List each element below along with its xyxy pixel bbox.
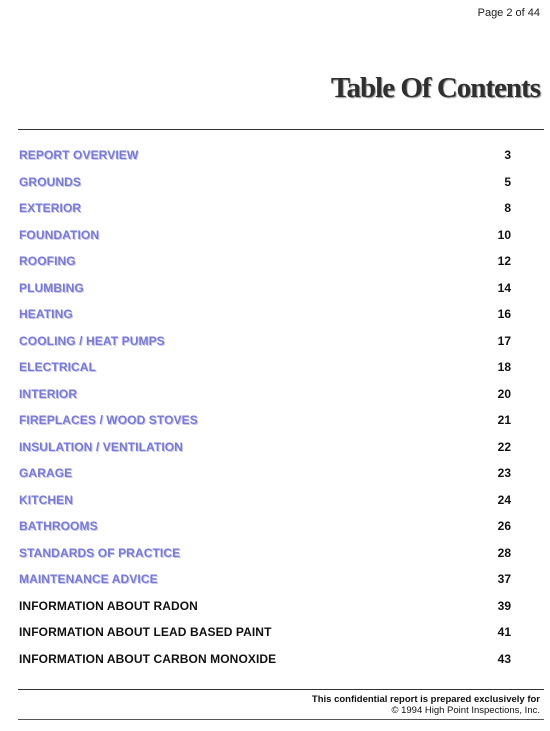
toc-entry-label[interactable]: INSULATION / VENTILATION <box>19 439 183 454</box>
toc-row[interactable] <box>19 301 511 328</box>
toc-row[interactable] <box>19 434 511 461</box>
toc-entry-label: INFORMATION ABOUT LEAD BASED PAINT <box>19 625 272 640</box>
toc-page-number: 16 <box>497 307 511 322</box>
toc-entry-label[interactable]: FOUNDATION <box>19 227 100 242</box>
toc-row <box>19 619 511 646</box>
toc-entry-label[interactable]: BATHROOMS <box>19 519 98 534</box>
toc-entry-label[interactable]: FIREPLACES / WOOD STOVES <box>19 413 198 428</box>
toc-page-number: 21 <box>497 413 511 428</box>
toc-entry-label[interactable]: INTERIOR <box>19 386 78 401</box>
footer-confidential-line: This confidential report is prepared exclusively for <box>311 694 540 705</box>
toc-entry-label[interactable]: EXTERIOR <box>19 201 82 216</box>
footer <box>312 694 540 716</box>
toc-entry-label: INFORMATION ABOUT RADON <box>19 598 198 613</box>
toc-row[interactable] <box>19 248 511 275</box>
toc-entry-label[interactable]: ROOFING <box>19 254 76 269</box>
toc-entry-label: INFORMATION ABOUT CARBON MONOXIDE <box>19 651 277 666</box>
toc-page-number: 28 <box>497 545 511 560</box>
page-indicator: Page 2 of 44 <box>477 7 540 19</box>
footer-divider <box>18 689 544 690</box>
toc-row <box>19 646 511 673</box>
table-of-contents <box>19 142 511 672</box>
toc-entry-label[interactable]: KITCHEN <box>19 492 74 507</box>
toc-page-number: 3 <box>504 148 511 163</box>
toc-entry-label[interactable]: STANDARDS OF PRACTICE <box>19 545 181 560</box>
toc-page-number: 5 <box>504 174 511 189</box>
top-divider <box>18 129 544 130</box>
toc-entry-label[interactable]: HEATING <box>19 307 73 322</box>
toc-page-number: 22 <box>497 439 511 454</box>
toc-row[interactable] <box>19 407 511 434</box>
toc-entry-label[interactable]: MAINTENANCE ADVICE <box>19 572 158 587</box>
toc-page-number: 14 <box>497 280 511 295</box>
toc-page-number: 18 <box>497 360 511 375</box>
toc-page-number: 37 <box>497 572 511 587</box>
toc-page-number: 39 <box>497 598 511 613</box>
toc-row[interactable] <box>19 275 511 302</box>
toc-row[interactable] <box>19 354 511 381</box>
toc-page-number: 20 <box>497 386 511 401</box>
page-title: Table Of Contents <box>330 72 540 104</box>
toc-row[interactable] <box>19 487 511 514</box>
toc-page-number: 12 <box>497 254 511 269</box>
footer-bottom-divider <box>18 719 544 720</box>
toc-page-number: 17 <box>497 333 511 348</box>
toc-entry-label[interactable]: COOLING / HEAT PUMPS <box>19 333 165 348</box>
toc-page-number: 23 <box>497 466 511 481</box>
toc-page-number: 41 <box>497 625 511 640</box>
toc-row[interactable] <box>19 381 511 408</box>
toc-entry-label[interactable]: GARAGE <box>19 466 73 481</box>
toc-page-number: 26 <box>497 519 511 534</box>
toc-row[interactable] <box>19 142 511 169</box>
toc-row[interactable] <box>19 566 511 593</box>
toc-page-number: 24 <box>497 492 511 507</box>
toc-entry-label[interactable]: REPORT OVERVIEW <box>19 148 139 163</box>
toc-page-number: 43 <box>497 651 511 666</box>
toc-page-number: 10 <box>497 227 511 242</box>
toc-row[interactable] <box>19 460 511 487</box>
toc-page-number: 8 <box>504 201 511 216</box>
toc-entry-label[interactable]: ELECTRICAL <box>19 360 96 375</box>
toc-row[interactable] <box>19 328 511 355</box>
toc-row[interactable] <box>19 540 511 567</box>
toc-row[interactable] <box>19 513 511 540</box>
toc-entry-label[interactable]: GROUNDS <box>19 174 82 189</box>
toc-row[interactable] <box>19 169 511 196</box>
footer-copyright-line: © 1994 High Point Inspections, Inc. <box>391 705 540 716</box>
toc-row[interactable] <box>19 222 511 249</box>
toc-row <box>19 593 511 620</box>
toc-entry-label[interactable]: PLUMBING <box>19 280 84 295</box>
toc-row[interactable] <box>19 195 511 222</box>
